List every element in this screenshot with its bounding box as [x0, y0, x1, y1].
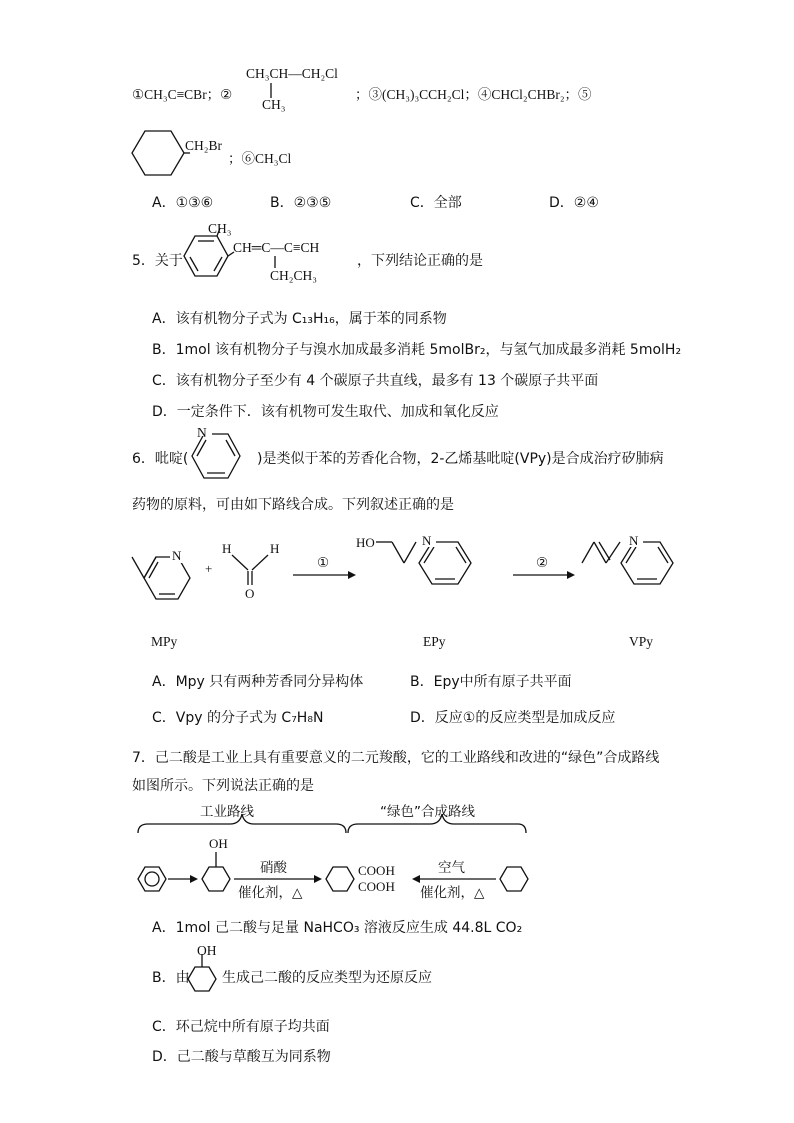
q4-option-a[interactable]: A．①③⑥	[152, 195, 214, 211]
mpy-n: N	[172, 548, 182, 563]
vpy-structure	[582, 531, 673, 584]
q6-option-a[interactable]: A．Mpy 只有两种芳香同分异构体	[152, 674, 364, 690]
q5-methyl: CH₃	[208, 221, 232, 236]
q5-chain: CH═C—C≡CH	[233, 240, 320, 255]
q6-option-c[interactable]: C．Vpy 的分子式为 C₇H₈N	[152, 710, 324, 726]
q7-option-d[interactable]: D．己二酸与草酸互为同系物	[152, 1049, 331, 1065]
catalyst-heat-1: 催化剂，△	[238, 885, 303, 901]
q4-item2-chain: CH₃CH—CH₂Cl	[246, 66, 338, 81]
mpy-structure	[132, 547, 190, 599]
q6-line1-rest: )是类似于苯的芳香化合物，2-乙烯基吡啶(VPy)是合成治疗矽肺病	[257, 451, 664, 467]
q7-route-scheme	[130, 800, 540, 910]
q6-line2: 药物的原料，可由如下路线合成。下列叙述正确的是	[132, 497, 454, 513]
q5-option-b[interactable]: B．1mol 该有机物分子与溴水加成最多消耗 5molBr₂，与氢气加成最多消耗 5molH₂	[152, 342, 682, 358]
q5-trail: ，下列结论正确的是	[357, 253, 483, 269]
nitric-acid-label: 硝酸	[260, 860, 287, 876]
q4-option-d[interactable]: D．②④	[549, 195, 599, 211]
q6-option-d[interactable]: D．反应①的反应类型是加成反应	[410, 710, 616, 726]
q4-item5-group: CH₂Br	[185, 138, 222, 153]
q5-option-c[interactable]: C．该有机物分子至少有 4 个碳原子共直线，最多有 13 个碳原子共平面	[152, 373, 599, 389]
q7-option-c[interactable]: C．环己烷中所有原子均共面	[152, 1019, 330, 1035]
cyclohexanol-oh: OH	[209, 836, 228, 851]
q5-option-a[interactable]: A．该有机物分子式为 C₁₃H₁₆，属于苯的同系物	[152, 311, 447, 327]
label-vpy: VPy	[629, 634, 654, 649]
q4-item6: ；⑥CH₃Cl	[228, 151, 292, 166]
hcho-h2: H	[270, 541, 280, 556]
adipic-cooh-1: COOH	[358, 863, 395, 878]
q7-option-a[interactable]: A．1mol 己二酸与足量 NaHCO₃ 溶液反应生成 44.8L CO₂	[152, 920, 523, 936]
q7-line1: 7．己二酸是工业上具有重要意义的二元羧酸，它的工业路线和改进的“绿色”合成路线	[132, 750, 660, 766]
q7-option-b-oh: OH	[197, 943, 217, 958]
hcho-o: O	[245, 586, 255, 601]
epy-ho: HO	[356, 535, 375, 550]
plus-sign: +	[205, 561, 213, 576]
q4-item1: ①CH₃C≡CBr；②	[132, 87, 233, 102]
q6-reaction-scheme	[130, 525, 690, 625]
formaldehyde-structure	[222, 541, 279, 601]
q4-item2-methyl: CH₃	[262, 97, 286, 112]
q7-line2: 如图所示。下列说法正确的是	[132, 778, 314, 794]
q6-pyridine-n: N	[197, 425, 207, 440]
q6-option-b[interactable]: B．Epy中所有原子共平面	[410, 674, 572, 690]
q5-benzene-ring	[180, 230, 240, 290]
adipic-cooh-2: COOH	[358, 879, 395, 894]
q4-cyclohexane-ring	[132, 128, 192, 178]
q4-option-c[interactable]: C．全部	[410, 195, 462, 211]
q4-item3-item4: ；③(CH₃)₃CCH₂Cl；④CHCl₂CHBr₂；⑤	[355, 87, 592, 102]
epy-structure	[356, 531, 471, 584]
epy-n: N	[422, 533, 432, 548]
q5-option-d[interactable]: D．一定条件下．该有机物可发生取代、加成和氧化反应	[152, 404, 499, 420]
catalyst-heat-2: 催化剂，△	[420, 885, 485, 901]
q5-lead: 5．关于	[132, 253, 183, 269]
label-epy: EPy	[423, 634, 446, 649]
industrial-route-label: 工业路线	[200, 804, 254, 820]
air-label: 空气	[438, 860, 465, 876]
step1-label: ①	[317, 555, 330, 571]
q4-option-b[interactable]: B．②③⑤	[270, 195, 332, 211]
q7-option-b-rest: 生成己二酸的反应类型为还原反应	[222, 970, 432, 986]
hcho-h1: H	[222, 541, 232, 556]
q6-lead: 6．吡啶(	[132, 451, 189, 467]
q7-option-b-lead[interactable]: B．由	[152, 970, 190, 986]
q5-ethyl: CH₂CH₃	[270, 268, 317, 283]
step2-label: ②	[536, 555, 549, 571]
label-mpy: MPy	[151, 634, 178, 649]
vpy-n: N	[629, 533, 639, 548]
green-route-label: “绿色”合成路线	[380, 804, 475, 820]
